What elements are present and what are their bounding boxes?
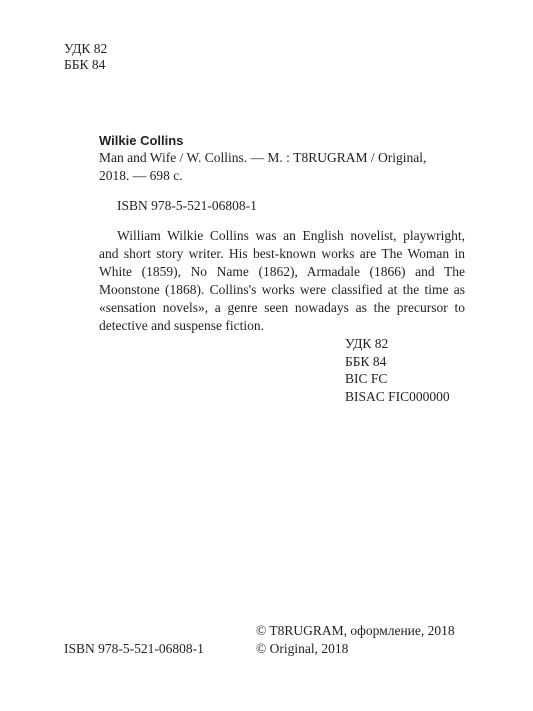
bic-code: BIC FC [345,371,388,386]
annotation: William Wilkie Collins was an English novelist, playwright, and short story writer. His best-known works are The Woman in White (1859), No Name (1862), Armadale (1866) and The Moonstone (1868). Collins's works were classified at the time as «sensation novels», a genre seen nowadays as the precursor to detective and suspense fiction. [99,228,465,333]
udk-code-right: УДК 82 [345,336,389,351]
description-line-2: 2018. — 698 с. [99,168,183,183]
copyright-publisher: © T8RUGRAM, оформление, 2018 [256,623,455,638]
isbn-bottom: ISBN 978-5-521-06808-1 [64,641,204,656]
description-line-1: Man and Wife / W. Collins. — М. : T8RUGRAM / Original, [99,150,427,165]
classification-codes-right [345,335,450,405]
author-name: Wilkie Collins [99,133,184,148]
udk-code: УДК 82 [64,41,108,56]
catalog-record [99,132,465,335]
bisac-code: BISAC FIC000000 [345,388,450,404]
classification-codes-top [64,41,107,73]
isbn-catalog: ISBN 978-5-521-06808-1 [117,198,257,213]
bbk-code: ББК 84 [64,57,106,72]
copyright-original: © Original, 2018 [256,641,349,656]
copyright-notices [256,622,455,658]
bbk-code-right: ББК 84 [345,353,387,369]
bibliographic-description [99,149,465,185]
